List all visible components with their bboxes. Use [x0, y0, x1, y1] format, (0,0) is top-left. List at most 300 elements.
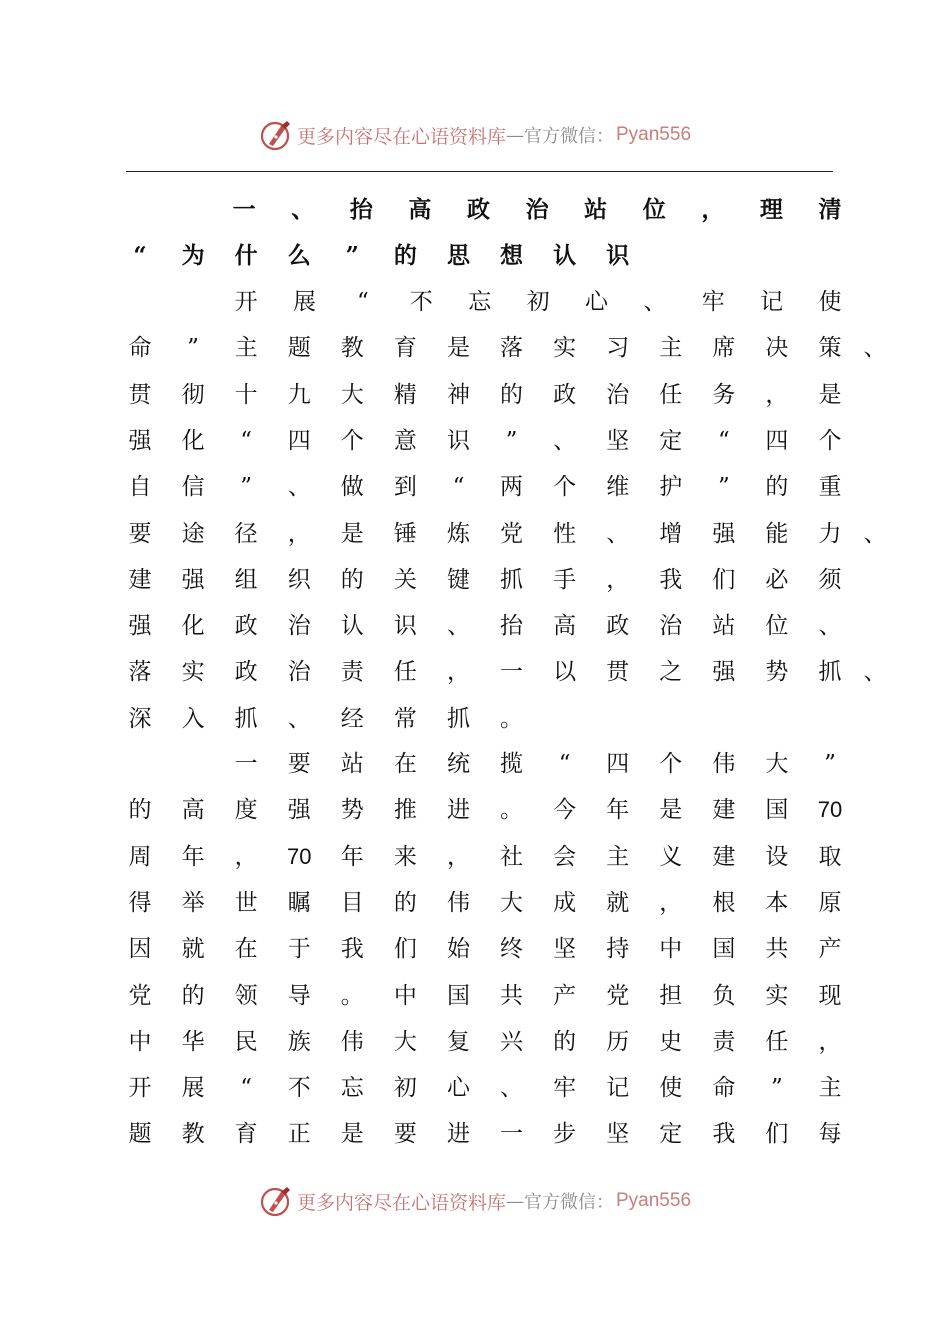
text-char: 思	[446, 242, 470, 270]
text-char: 要	[128, 520, 152, 547]
text-char: 抬	[500, 613, 524, 640]
text-char: 推	[393, 797, 417, 824]
text-char: 兴	[500, 1028, 524, 1055]
text-char: 政	[466, 196, 490, 223]
text-char: ，	[818, 1028, 842, 1055]
text-char: ”	[824, 751, 836, 777]
text-char: 势	[765, 659, 789, 686]
paragraph-line	[0, 973, 950, 1019]
text-char: 瞩	[287, 889, 311, 916]
text-char: 70	[817, 797, 843, 823]
text-char: 强	[712, 659, 736, 686]
text-char: “	[357, 289, 369, 315]
text-char: 们	[712, 566, 736, 593]
watermark-wechat-id: Pyan556	[616, 124, 692, 145]
text-char: 维	[606, 474, 630, 501]
text-char: 根	[712, 889, 736, 916]
text-char: 高	[408, 196, 432, 223]
text-char: 途	[181, 520, 205, 547]
text-char: 大	[500, 889, 524, 916]
text-char: 落	[500, 335, 524, 362]
paragraph-line	[0, 1065, 950, 1111]
text-char: 位	[765, 613, 789, 640]
text-char: 是	[818, 381, 842, 408]
text-char: 步	[553, 1121, 577, 1148]
text-char: 什	[234, 242, 258, 270]
text-char: 、	[606, 520, 630, 547]
text-char: 势	[340, 797, 364, 824]
text-char: 径	[234, 520, 258, 547]
text-char: 。	[340, 982, 364, 1009]
text-char: 教	[340, 335, 364, 362]
text-char: 在	[393, 751, 417, 777]
text-char: 伟	[446, 889, 470, 916]
text-char: 九	[287, 381, 311, 408]
text-char: 题	[128, 1121, 152, 1148]
text-char: “	[452, 474, 465, 501]
text-char: 大	[393, 1028, 417, 1055]
text-char: 个	[340, 427, 364, 454]
text-char: 展	[181, 1075, 205, 1102]
text-char: 党	[500, 520, 524, 547]
text-char: 记	[606, 1075, 630, 1102]
text-char: 两	[500, 474, 524, 501]
text-char: 一	[500, 1121, 524, 1148]
text-char: 今	[553, 797, 577, 824]
paragraph-line	[0, 603, 950, 649]
text-char: 设	[765, 843, 789, 870]
text-char: 站	[340, 751, 364, 777]
text-char: 政	[234, 613, 258, 640]
text-char: 抓	[234, 705, 258, 732]
text-char: ”	[187, 335, 199, 362]
text-char: 我	[659, 566, 683, 593]
text-char: 举	[181, 889, 205, 916]
text-char: 政	[234, 659, 258, 686]
text-char: 彻	[181, 381, 205, 408]
text-char: 忘	[468, 289, 492, 315]
text-char: 决	[765, 335, 789, 362]
text-char: 我	[712, 1121, 736, 1148]
text-char: 认	[553, 242, 577, 270]
paragraph-line	[0, 880, 950, 926]
watermark-dash: —	[506, 124, 524, 146]
text-char: 进	[446, 1121, 470, 1148]
text-char: 、	[287, 474, 311, 501]
text-char: 命	[128, 335, 152, 362]
text-char: 正	[287, 1121, 311, 1148]
text-char: 自	[128, 474, 152, 501]
text-char: 必	[765, 566, 789, 593]
text-char: 站	[712, 613, 736, 640]
footer-watermark	[0, 1181, 950, 1221]
text-char: ”	[505, 427, 518, 454]
text-char: 们	[765, 1121, 789, 1148]
text-char: 伟	[712, 751, 736, 777]
text-char: 一	[234, 751, 258, 777]
text-char: 来	[393, 843, 417, 870]
text-char: 位	[642, 196, 666, 223]
text-char: 每	[818, 1121, 842, 1148]
paragraph-line	[0, 279, 950, 325]
text-char: 、	[863, 659, 887, 686]
text-char: 组	[234, 566, 258, 593]
text-char: 治	[525, 196, 549, 223]
text-char: 务	[712, 381, 736, 408]
paragraph-line	[0, 649, 950, 695]
text-char: 责	[340, 659, 364, 686]
text-char: 是	[659, 797, 683, 824]
text-char: 定	[659, 427, 683, 454]
text-char: 力	[818, 520, 842, 547]
text-char: 认	[340, 613, 364, 640]
text-char: ，	[765, 381, 789, 408]
text-char: 关	[393, 566, 417, 593]
watermark-text: 更多内容尽在心语资料库	[296, 1191, 506, 1214]
text-char: 个	[818, 427, 842, 454]
text-char: 。	[500, 705, 524, 732]
text-char: 教	[181, 1121, 205, 1148]
text-char: 高	[553, 613, 577, 640]
heading-line	[0, 187, 950, 233]
text-char: 强	[128, 427, 152, 454]
text-char: 理	[759, 196, 783, 223]
text-char: 取	[818, 843, 842, 870]
text-char: “	[717, 427, 730, 454]
text-char: 主	[659, 335, 683, 362]
text-char: 不	[287, 1075, 311, 1102]
text-char: 、	[863, 520, 887, 547]
text-char: 、	[643, 289, 667, 315]
paragraph-line	[0, 557, 950, 603]
text-char: 主	[606, 843, 630, 870]
text-char: 持	[606, 936, 630, 963]
text-char: 十	[234, 381, 258, 408]
text-char: 记	[760, 289, 784, 315]
text-char: 就	[181, 936, 205, 963]
text-char: 要	[287, 751, 311, 777]
paragraph-line	[0, 511, 950, 557]
text-char: 共	[765, 936, 789, 963]
text-char: 主	[818, 1075, 842, 1102]
text-char: 贯	[128, 381, 152, 408]
text-char: ”	[771, 1075, 783, 1102]
text-char: 领	[234, 982, 258, 1009]
text-char: 的	[128, 797, 152, 824]
text-char: 个	[553, 474, 577, 501]
text-char: 社	[500, 843, 524, 870]
text-char: 度	[234, 797, 258, 824]
text-char: 建	[712, 797, 736, 824]
text-char: 党	[606, 982, 630, 1009]
watermark-wechat-id: Pyan556	[616, 1190, 692, 1211]
text-char: 强	[712, 520, 736, 547]
text-char: 个	[659, 751, 683, 777]
text-char: ，	[446, 659, 470, 686]
text-char: 是	[340, 520, 364, 547]
text-char: 手	[553, 566, 577, 593]
text-char: ”	[717, 474, 730, 501]
text-char: 的	[553, 1028, 577, 1055]
text-char: 、	[863, 335, 887, 362]
text-char: 抓	[446, 705, 470, 732]
text-char: 中	[659, 936, 683, 963]
text-char: 实	[765, 982, 789, 1009]
text-char: 统	[446, 751, 470, 777]
text-char: 就	[606, 889, 630, 916]
text-char: 年	[340, 843, 364, 870]
text-char: 以	[553, 659, 577, 686]
text-char: 命	[712, 1075, 736, 1102]
text-char: 现	[818, 982, 842, 1009]
text-char: 、	[291, 196, 315, 223]
text-char: 初	[393, 1075, 417, 1102]
text-char: 坚	[606, 1121, 630, 1148]
text-char: 始	[446, 936, 470, 963]
text-char: 牢	[701, 289, 725, 315]
text-char: 增	[659, 520, 683, 547]
text-char: 习	[606, 335, 630, 362]
text-char: 于	[287, 936, 311, 963]
text-char: 原	[818, 889, 842, 916]
text-char: 目	[340, 889, 364, 916]
text-char: 中	[128, 1028, 152, 1055]
text-char: 精	[393, 381, 417, 408]
text-char: 的	[393, 242, 417, 270]
paragraph-line	[0, 418, 950, 464]
text-char: 国	[446, 982, 470, 1009]
text-char: 年	[606, 797, 630, 824]
text-char: 成	[553, 889, 577, 916]
text-char: 的	[340, 566, 364, 593]
text-char: 治	[287, 613, 311, 640]
paragraph-line	[0, 1111, 950, 1157]
text-char: 本	[765, 889, 789, 916]
text-char: 。	[500, 797, 524, 824]
text-char: 产	[818, 936, 842, 963]
pen-nib-logo-icon	[259, 1184, 293, 1218]
text-char: 四	[765, 427, 789, 454]
text-char: 四	[606, 751, 630, 777]
text-char: ，	[287, 520, 311, 547]
text-char: 共	[500, 982, 524, 1009]
text-char: 终	[500, 936, 524, 963]
text-char: 史	[659, 1028, 683, 1055]
text-char: 任	[659, 381, 683, 408]
text-char: 不	[409, 289, 433, 315]
text-char: 开	[234, 289, 258, 315]
text-char: 键	[446, 566, 470, 593]
text-char: 强	[287, 797, 311, 824]
text-char: 为	[181, 242, 205, 270]
text-char: 经	[340, 705, 364, 732]
text-char: 因	[128, 936, 152, 963]
text-char: 主	[234, 335, 258, 362]
text-char: 抓	[818, 659, 842, 686]
text-char: 在	[234, 936, 258, 963]
paragraph-line	[0, 787, 950, 833]
text-char: 、	[818, 613, 842, 640]
text-char: 负	[712, 982, 736, 1009]
text-char: 识	[393, 613, 417, 640]
text-char: 使	[818, 289, 842, 315]
text-char: 常	[393, 705, 417, 732]
text-char: 实	[181, 659, 205, 686]
text-char: 么	[287, 242, 311, 270]
text-char: 心	[446, 1075, 470, 1102]
text-char: 实	[553, 335, 577, 362]
text-char: ”	[240, 474, 253, 501]
paragraph-line	[0, 741, 950, 787]
text-char: 政	[553, 381, 577, 408]
paragraph-line	[0, 325, 950, 371]
text-char: 任	[393, 659, 417, 686]
text-char: 性	[553, 520, 577, 547]
text-char: 能	[765, 520, 789, 547]
text-char: 建	[128, 566, 152, 593]
text-char: 坚	[553, 936, 577, 963]
text-char: 强	[128, 613, 152, 640]
text-char: 世	[234, 889, 258, 916]
text-char: 党	[128, 982, 152, 1009]
text-char: 神	[446, 381, 470, 408]
text-char: 进	[446, 797, 470, 824]
text-char: 周	[128, 843, 152, 870]
text-char: 题	[287, 335, 311, 362]
text-char: 、	[287, 705, 311, 732]
text-char: 落	[128, 659, 152, 686]
heading-line	[0, 233, 950, 279]
text-char: 担	[659, 982, 683, 1009]
text-char: ”	[345, 242, 359, 270]
text-char: 忘	[340, 1075, 364, 1102]
text-char: 的	[500, 381, 524, 408]
text-char: 治	[287, 659, 311, 686]
paragraph-line	[0, 464, 950, 510]
text-char: 复	[446, 1028, 470, 1055]
text-char: 贯	[606, 659, 630, 686]
text-char: 要	[393, 1121, 417, 1148]
text-char: 我	[340, 936, 364, 963]
text-char: 抬	[349, 196, 373, 223]
text-char: 抓	[500, 566, 524, 593]
text-char: 站	[584, 196, 608, 223]
text-char: 治	[659, 613, 683, 640]
text-char: 的	[765, 474, 789, 501]
text-char: 牢	[553, 1075, 577, 1102]
text-char: 导	[287, 982, 311, 1009]
text-char: 之	[659, 659, 683, 686]
text-char: 是	[446, 335, 470, 362]
text-char: 信	[181, 474, 205, 501]
text-char: ，	[659, 889, 683, 916]
text-char: 清	[818, 196, 842, 223]
text-char: 育	[393, 335, 417, 362]
text-char: ，	[446, 843, 470, 870]
text-char: 高	[181, 797, 205, 824]
text-char: 产	[553, 982, 577, 1009]
text-char: 一	[500, 659, 524, 686]
text-char: ，	[234, 843, 258, 870]
text-char: 护	[659, 474, 683, 501]
text-char: ，	[701, 196, 725, 223]
watermark-dash: —	[506, 1190, 524, 1212]
text-char: 意	[393, 427, 417, 454]
text-char: 到	[393, 474, 417, 501]
watermark-wechat-label: 官方微信：	[524, 126, 614, 147]
text-char: 得	[128, 889, 152, 916]
text-char: 深	[128, 705, 152, 732]
paragraph-line	[0, 696, 950, 742]
text-char: 织	[287, 566, 311, 593]
text-char: 大	[340, 381, 364, 408]
text-char: 入	[181, 705, 205, 732]
text-char: “	[558, 751, 571, 777]
text-char: 识	[446, 427, 470, 454]
text-char: ，	[606, 566, 630, 593]
watermark-text: 更多内容尽在心语资料库	[296, 125, 506, 148]
text-char: 化	[181, 427, 205, 454]
text-char: 政	[606, 613, 630, 640]
paragraph-line	[0, 372, 950, 418]
text-char: 中	[393, 982, 417, 1009]
text-char: “	[133, 242, 147, 270]
text-char: 们	[393, 936, 417, 963]
text-char: 策	[818, 335, 842, 362]
text-char: 一	[232, 196, 256, 223]
text-char: 炼	[446, 520, 470, 547]
text-char: 育	[234, 1121, 258, 1148]
text-char: 心	[584, 289, 608, 315]
text-char: 国	[712, 936, 736, 963]
text-char: 义	[659, 843, 683, 870]
text-char: 、	[500, 1075, 524, 1102]
text-char: 华	[181, 1028, 205, 1055]
watermark-wechat-label: 官方微信：	[524, 1192, 614, 1213]
text-char: 初	[526, 289, 550, 315]
text-char: 、	[446, 613, 470, 640]
text-char: 、	[553, 427, 577, 454]
text-char: 想	[500, 242, 524, 270]
text-char: 族	[287, 1028, 311, 1055]
text-char: 开	[128, 1075, 152, 1102]
text-char: 70	[286, 843, 312, 869]
text-char: “	[240, 427, 253, 454]
text-char: 的	[181, 982, 205, 1009]
text-char: 伟	[340, 1028, 364, 1055]
text-char: 重	[818, 474, 842, 501]
text-char: 历	[606, 1028, 630, 1055]
text-char: 揽	[500, 751, 524, 777]
text-char: 是	[340, 1121, 364, 1148]
text-char: 治	[606, 381, 630, 408]
text-char: 建	[712, 843, 736, 870]
text-char: 展	[293, 289, 317, 315]
paragraph-line	[0, 926, 950, 972]
text-char: 席	[712, 335, 736, 362]
text-char: 责	[712, 1028, 736, 1055]
text-char: 年	[181, 843, 205, 870]
paragraph-line	[0, 1019, 950, 1065]
text-char: 强	[181, 566, 205, 593]
text-char: 四	[287, 427, 311, 454]
paragraph-line	[0, 834, 950, 880]
text-char: 坚	[606, 427, 630, 454]
text-char: 会	[553, 843, 577, 870]
text-char: “	[240, 1075, 253, 1102]
text-char: 民	[234, 1028, 258, 1055]
text-char: 的	[393, 889, 417, 916]
